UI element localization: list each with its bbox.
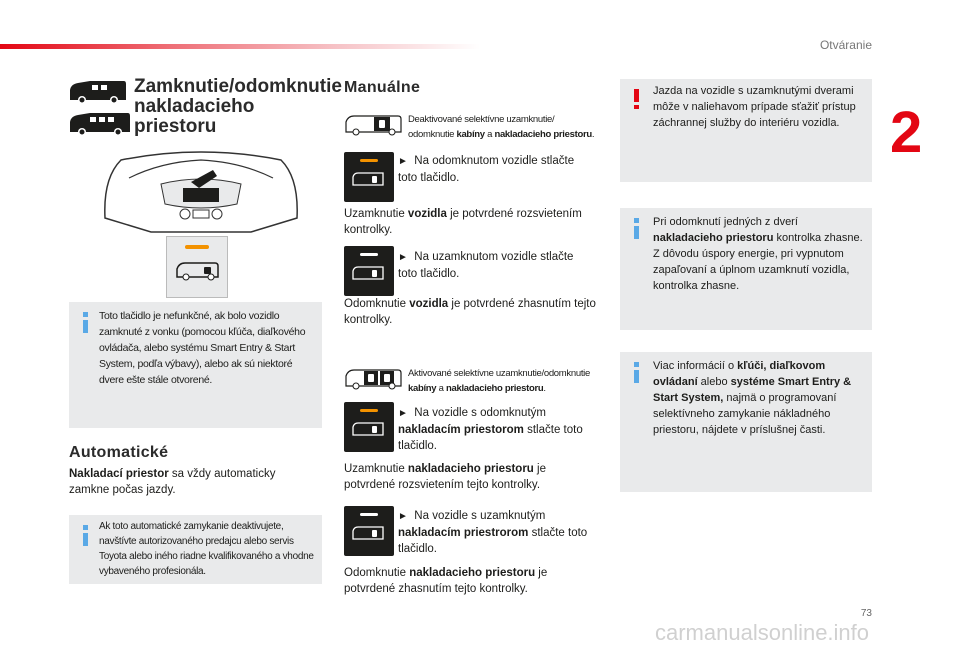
step-4: ► Na vozidle s uzamknutým nakladacím priestrorom stlačte toto tlačidlo. [398, 510, 588, 555]
info-icon [83, 312, 88, 317]
step-1: ► Na odomknutom vozidle stlačte toto tlačidlo. [398, 155, 575, 184]
watermark: carmanualsonline.info [655, 620, 870, 645]
step-3: ► Na vozidle s odomknutým nakladacím priestorom stlačte toto tlačidlo. [398, 407, 583, 452]
info-text: Ak toto automatické zamykanie deaktivujete, navštívte autorizovaného predajcu alebo servis Toyota alebo iného riadne kvalifikovaného a vhodne vybaveného profesionála. [99, 521, 314, 577]
result-4: Odomknutie nakladacieho priestoru je potvrdené zhasnutím tejto kontrolky. [344, 567, 548, 595]
indicator-led [360, 253, 378, 256]
button-image-cargo-led-off [344, 506, 394, 556]
info-icon [634, 362, 639, 367]
auto-text: Nakladací priestor sa vždy automaticky zamkne počas jazdy. [69, 468, 276, 496]
warning-icon [634, 89, 639, 102]
indicator-led [360, 513, 378, 516]
info-box-button-inactive [69, 302, 322, 428]
warning-text: Jazda na vozidle s uzamknutými dverami môže v naliehavom prípade sťažiť prístup záchrannej služby do interiéru vozidla. [653, 85, 856, 129]
result-2: Odomknutie vozidla je potvrdené zhasnutím tejto kontrolky. [344, 298, 596, 326]
info-icon [83, 525, 88, 530]
page-title: Zamknutie/odomknutie nakladacieho priestoru [134, 76, 342, 137]
deactivated-caption: Deaktivované selektívne uzamknutie/ odomknutie kabíny a nakladacieho priestoru. [408, 114, 595, 140]
info-text: Pri odomknutí jedných z dverí nakladacieho priestoru kontrolka zhasne. Z dôvodu úspory energie, pri vypnutom zapaľovaní a úplnom uzamknutí vozidla, kontrolka zhasne. [653, 216, 863, 292]
step-2: ► Na uzamknutom vozidle stlačte toto tlačidlo. [398, 251, 574, 280]
result-3: Uzamknutie nakladacieho priestoru je potvrdené rozsvietením tejto kontrolky. [344, 463, 546, 491]
info-text: Toto tlačidlo je nefunkčné, ak bolo vozidlo zamknuté z vonku (pomocou kľúča, diaľkového ovládača, alebo systému Smart Entry & Start System, podľa výbavy), alebo ak sú niektoré dvere ešte stále otvorené. [99, 310, 306, 386]
van-key-icon-activated [344, 366, 404, 395]
manual-heading: Manuálne [344, 79, 421, 96]
dashboard-illustration [101, 148, 301, 241]
info-icon [634, 218, 639, 223]
chapter-number: 2 [890, 100, 923, 165]
info-box-auto-lock [69, 515, 322, 584]
result-1: Uzamknutie vozidla je potvrdené rozsvietením kontrolky. [344, 208, 582, 236]
button-image-cargo-led-on [344, 402, 394, 452]
indicator-led [185, 245, 209, 249]
auto-heading: Automatické [69, 444, 169, 461]
van-icon-2 [68, 110, 132, 141]
van-key-icon [344, 112, 404, 141]
info-box-led [620, 208, 872, 330]
section-name: Otváranie [819, 38, 872, 52]
indicator-led [360, 409, 378, 412]
van-icon [68, 78, 128, 109]
button-image-led-on [344, 152, 394, 202]
header-accent-bar [0, 44, 480, 49]
page-number: 73 [860, 608, 872, 619]
lock-button-image [166, 236, 228, 298]
warning-box [620, 79, 872, 182]
button-image-led-off [344, 246, 394, 296]
info-text: Viac informácií o kľúči, diaľkovom ovládaní alebo systéme Smart Entry & Start System, najmä o programovaní selektívneho zamykanie nákladného priestoru, nájdete v príslušnej časti. [653, 360, 852, 436]
activated-caption: Aktivované selektívne uzamknutie/odomknutie kabíny a nakladacieho priestoru. [408, 368, 590, 394]
info-box-more [620, 352, 872, 492]
indicator-led [360, 159, 378, 162]
